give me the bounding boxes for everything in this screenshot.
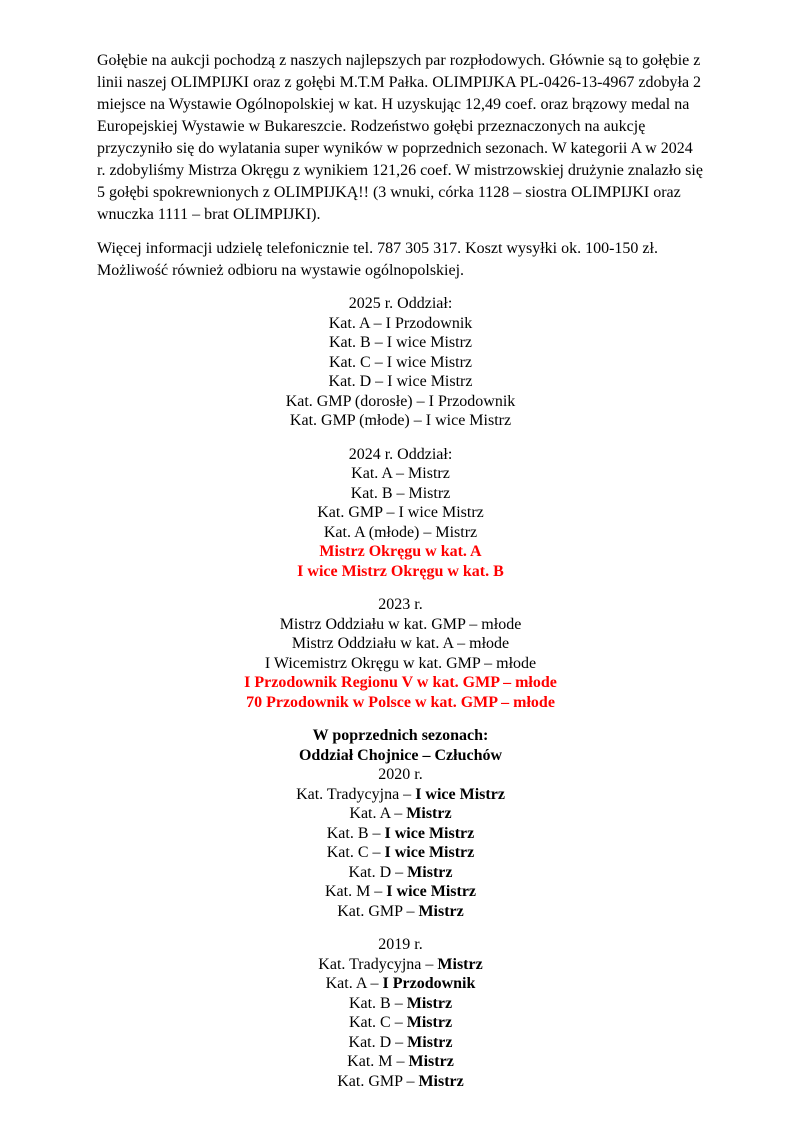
highlight-line: Mistrz Okręgu w kat. A [319, 543, 482, 560]
result-value: Mistrz [406, 994, 453, 1012]
result-line: Mistrz Oddziału w kat. A – młode [291, 635, 510, 652]
result-line: Kat. B – I wice Mistrz [328, 334, 473, 351]
category-label: Kat. Tradycyjna – [296, 785, 416, 803]
section-2024 [97, 445, 704, 582]
result-line: Kat. A – Mistrz [351, 465, 450, 482]
result-line [97, 1033, 704, 1053]
result-line [97, 882, 704, 902]
result-line: Kat. C – I wice Mistrz [328, 353, 473, 371]
result-value: Mistrz [437, 955, 483, 973]
result-value: I wice Mistrz [415, 785, 505, 803]
category-label: Kat. M – [324, 883, 387, 900]
result-line: Kat. D – I wice Mistrz [328, 373, 473, 390]
category-label: Kat. B – [326, 824, 385, 842]
result-line: Kat. A – I Przodownik [328, 314, 473, 332]
highlight-line: I wice Mistrz Okręgu w kat. B [297, 562, 504, 580]
section-2019-title: 2019 r. [378, 936, 423, 953]
category-label: Kat. Tradycyjna – [318, 955, 438, 973]
category-label: Kat. GMP – [337, 902, 419, 920]
result-line [97, 804, 704, 824]
previous-seasons-heading: W poprzednich sezonach: [312, 727, 489, 744]
result-value: I wice Mistrz [384, 824, 475, 842]
category-label: Kat. C – [326, 844, 385, 861]
result-line: I Wicemistrz Okręgu w kat. GMP – młode [264, 654, 537, 672]
result-line [97, 1072, 704, 1092]
section-2025-title: 2025 r. Oddział: [348, 295, 453, 312]
club-name-heading: Oddział Chojnice – Człuchów [298, 746, 503, 764]
result-value: Mistrz [407, 1033, 453, 1051]
result-value: Mistrz [406, 805, 452, 822]
result-line: Kat. GMP (dorosłe) – I Przodownik [285, 392, 516, 410]
result-line [97, 902, 704, 922]
category-label: Kat. D – [348, 1033, 408, 1051]
section-2023 [97, 595, 704, 712]
highlight-line: I Przodownik Regionu V w kat. GMP – młode [244, 674, 557, 691]
result-line: Kat. B – Mistrz [350, 484, 451, 502]
section-2019 [97, 935, 704, 1091]
result-line [97, 785, 704, 805]
result-value: Mistrz [407, 863, 453, 881]
result-value: Mistrz [418, 1072, 464, 1090]
category-label: Kat. A – [325, 975, 383, 992]
result-line: Kat. GMP – I wice Mistrz [317, 504, 484, 521]
result-value: Mistrz [406, 1014, 453, 1031]
result-value: I Przodownik [382, 975, 476, 992]
section-2024-title: 2024 r. Oddział: [348, 445, 453, 463]
result-line [97, 863, 704, 883]
category-label: Kat. M – [347, 1053, 409, 1070]
result-line [97, 955, 704, 975]
result-value: I wice Mistrz [386, 883, 477, 900]
category-label: Kat. C – [348, 1014, 407, 1031]
result-value: Mistrz [408, 1053, 454, 1070]
section-2025 [97, 294, 704, 431]
category-label: Kat. D – [348, 863, 408, 881]
contact-paragraph: Więcej informacji udzielę telefonicznie tel. 787 305 317. Koszt wysyłki ok. 100-150 zł. Możliwość również odbioru na wystawie ogólnopolskiej. [97, 240, 658, 279]
result-line [97, 994, 704, 1014]
result-line [97, 1052, 704, 1072]
result-line: Mistrz Oddziału w kat. GMP – młode [279, 615, 522, 633]
result-line: Kat. GMP (młode) – I wice Mistrz [289, 412, 512, 429]
result-line [97, 1013, 704, 1033]
category-label: Kat. A – [349, 805, 407, 822]
highlight-line: 70 Przodownik w Polsce w kat. GMP – młode [246, 693, 555, 711]
section-2023-title: 2023 r. [378, 596, 423, 613]
section-2020-title: 2020 r. [378, 766, 423, 783]
intro-paragraph: Gołębie na aukcji pochodzą z naszych najlepszych par rozpłodowych. Głównie są to gołębie z linii naszej OLIMPIJKI oraz z gołębi M.T.M Pałka. OLIMPIJKA PL-0426-13-4967 zdobyła 2 miejsce na Wystawie Ogólnopolskiej w kat. H uzyskując 12,49 coef. oraz brązowy medal na Europejskiej Wystawie w Bukareszcie. Rodzeństwo gołębi przeznaczonych na aukcję przyczyniło się do wylatania super wyników w poprzednich sezonach. W kategorii A w 2024 r. zdobyliśmy Mistrza Okręgu z wynikiem 121,26 coef. W mistrzowskiej drużynie znalazło się 5 gołębi spokrewnionych z OLIMPIJKĄ!! (3 wnuki, córka 1128 – siostra OLIMPIJKI oraz wnuczka 1111 – brat OLIMPIJKI). [97, 52, 703, 223]
result-line [97, 824, 704, 844]
result-value: I wice Mistrz [384, 844, 475, 861]
category-label: Kat. GMP – [337, 1072, 419, 1090]
category-label: Kat. B – [348, 994, 407, 1012]
result-value: Mistrz [418, 902, 464, 920]
result-line [97, 843, 704, 863]
section-previous-seasons [97, 726, 704, 921]
result-line [97, 974, 704, 994]
result-line: Kat. A (młode) – Mistrz [323, 523, 478, 541]
